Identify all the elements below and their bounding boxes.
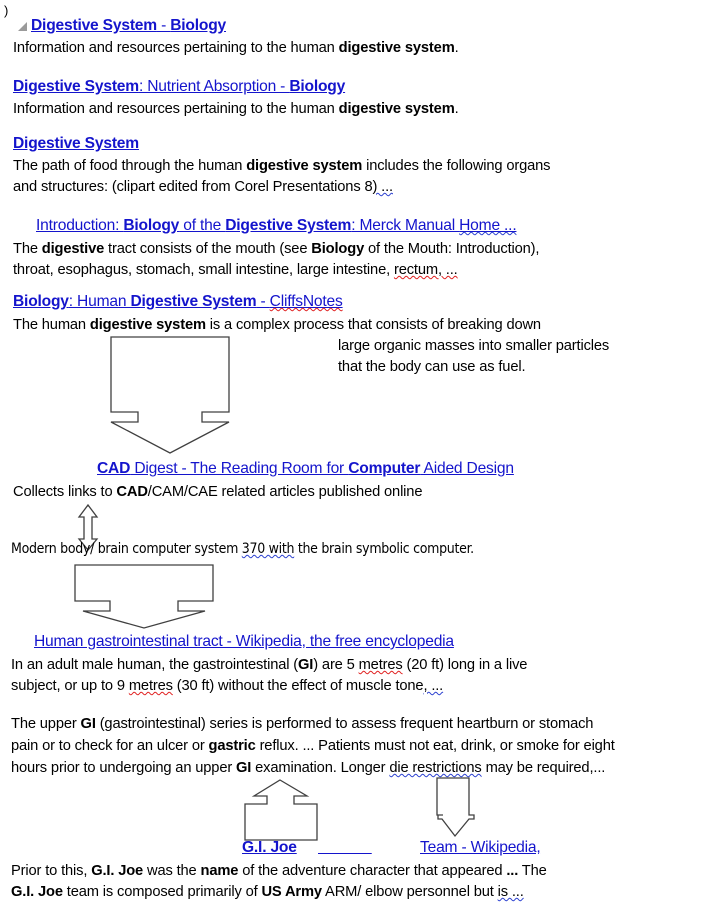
result-link-4[interactable]: Introduction: Biology of the Digestive System: Merck Manual Home ... xyxy=(36,217,517,234)
result-snippet-3-line-2: and structures: (clipart edited from Corel Presentations 8) ... xyxy=(13,179,393,195)
collapse-triangle-icon[interactable] xyxy=(18,22,27,31)
stray-paren-text: ) xyxy=(4,3,9,18)
note-modern-body-text: Modern body/ brain computer system 370 with the brain symbolic computer. xyxy=(11,541,474,557)
result-snippet-4-line-2: throat, esophagus, stomach, small intestine, large intestine, rectum, ... xyxy=(13,262,458,278)
result-link-8-gap[interactable] xyxy=(318,838,418,858)
result-snippet-5-line-1: The human digestive system is a complex process that consists of breaking down xyxy=(13,317,541,333)
note-upper-gi-line-2: pain or to check for an ulcer or gastric reflux. ... Patients must not eat, drink, or smoke for eight xyxy=(11,738,615,754)
result-snippet-5-indent-line-2: that the body can use as fuel. xyxy=(338,359,526,375)
result-link-6[interactable]: CAD Digest - The Reading Room for Computer Aided Design xyxy=(97,460,514,477)
result-snippet-5-indent-line-1: large organic masses into smaller particles xyxy=(338,338,610,354)
result-snippet-1-line-1: Information and resources pertaining to the human digestive system. xyxy=(13,40,459,56)
result-link-8-left[interactable]: G.I. Joe xyxy=(242,839,297,856)
result-link-8-right[interactable]: Team - Wikipedia, xyxy=(420,839,541,856)
up-block-arrow-shape xyxy=(243,779,321,843)
down-block-arrow-1-shape xyxy=(110,336,234,454)
result-snippet-6-line-1: Collects links to CAD/CAM/CAE related articles published online xyxy=(13,484,423,500)
result-snippet-7-line-2: subject, or up to 9 metres (30 ft) without the effect of muscle tone, ... xyxy=(11,678,444,694)
note-upper-gi-line-1: The upper GI (gastrointestinal) series is performed to assess frequent heartburn or stomach xyxy=(11,716,594,732)
result-snippet-8-line-2: G.I. Joe team is composed primarily of US Army ARM/ elbow personnel but is ... xyxy=(11,884,524,900)
result-snippet-2-line-1: Information and resources pertaining to the human digestive system. xyxy=(13,101,459,117)
result-link-3[interactable]: Digestive System xyxy=(13,135,139,152)
down-block-arrow-2-shape xyxy=(74,564,218,630)
down-block-arrow-3-shape xyxy=(436,777,478,839)
result-link-1[interactable]: Digestive System - Biology xyxy=(31,17,226,34)
result-link-7[interactable]: Human gastrointestinal tract - Wikipedia, the free encyclopedia xyxy=(34,633,454,650)
result-link-5[interactable]: Biology: Human Digestive System - CliffsNotes xyxy=(13,293,343,310)
result-link-2[interactable]: Digestive System: Nutrient Absorption - Biology xyxy=(13,78,346,95)
note-upper-gi-line-3: hours prior to undergoing an upper GI examination. Longer die restrictions may be required,... xyxy=(11,760,606,776)
result-snippet-7-line-1: In an adult male human, the gastrointestinal (GI) are 5 metres (20 ft) long in a live xyxy=(11,657,528,673)
result-snippet-8-line-1: Prior to this, G.I. Joe was the name of the adventure character that appeared ... The xyxy=(11,863,547,879)
result-snippet-3-line-1: The path of food through the human digestive system includes the following organs xyxy=(13,158,551,174)
result-snippet-4-line-1: The digestive tract consists of the mouth (see Biology of the Mouth: Introduction), xyxy=(13,241,540,257)
